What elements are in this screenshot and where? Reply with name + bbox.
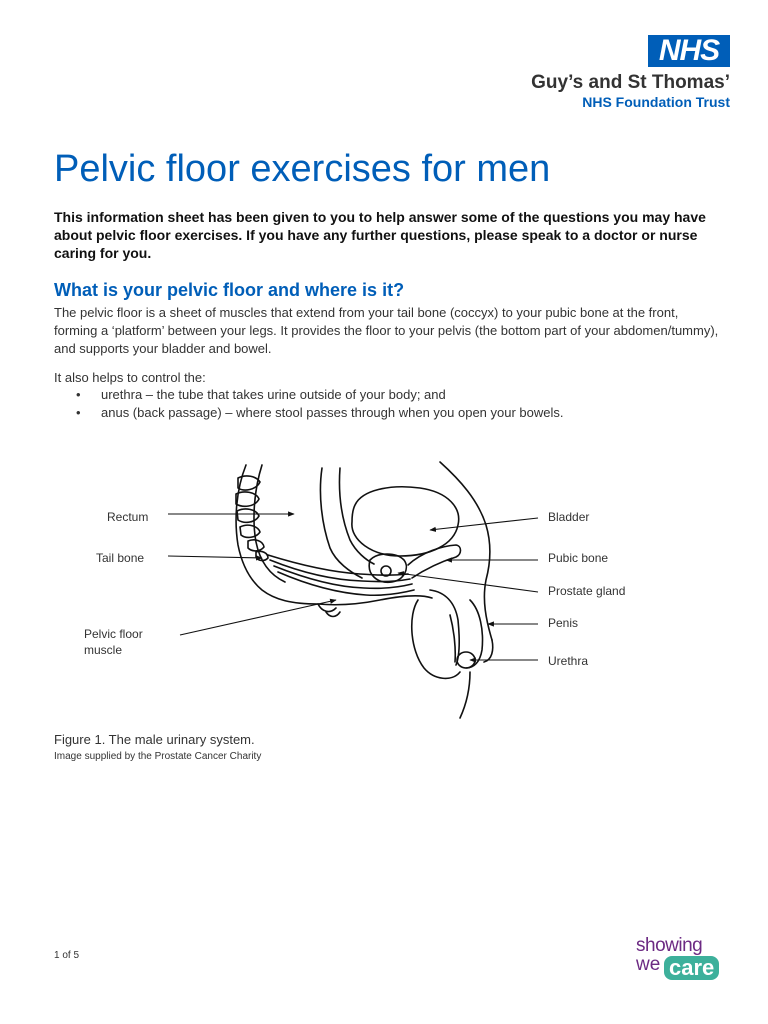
showing-we-care-logo xyxy=(630,935,730,985)
brand-we: we xyxy=(636,954,661,975)
intro-text: This information sheet has been given to you to help answer some of the questions you may have about pelvic floor exercises. If you have any further questions, please speak to a doctor or nurse caring for you. xyxy=(54,209,706,261)
list-item: • urethra – the tube that takes urine outside of your body; and xyxy=(54,386,564,404)
label-tail-bone: Tail bone xyxy=(96,551,145,565)
label-bladder: Bladder xyxy=(548,510,590,524)
male-urinary-system-diagram xyxy=(0,455,768,735)
trust-subtitle: NHS Foundation Trust xyxy=(582,94,730,110)
label-pelvic-floor-line1: Pelvic floor xyxy=(84,627,143,641)
trust-name: Guy’s and St Thomas’ xyxy=(531,72,730,93)
label-urethra: Urethra xyxy=(548,654,589,668)
figure-credit: Image supplied by the Prostate Cancer Charity xyxy=(54,751,262,762)
section-paragraph-2: It also helps to control the: xyxy=(54,370,206,385)
brand-care: care xyxy=(664,956,719,980)
label-prostate-gland: Prostate gland xyxy=(548,584,626,598)
bullet-list xyxy=(54,386,564,422)
figure-caption: Figure 1. The male urinary system. xyxy=(54,732,255,747)
page-number: 1 of 5 xyxy=(54,950,80,961)
section-heading: What is your pelvic floor and where is it? xyxy=(54,280,405,300)
page-title: Pelvic floor exercises for men xyxy=(54,148,551,190)
label-penis: Penis xyxy=(548,616,579,630)
label-rectum: Rectum xyxy=(107,510,149,524)
brand-showing: showing xyxy=(636,935,703,956)
nhs-logo: NHS xyxy=(648,35,730,67)
section-paragraph-1: The pelvic floor is a sheet of muscles that extend from your tail bone (coccyx) to your pubic bone at the front, forming a ‘platform’ between your legs. It provides the floor to your pelvis (the bottom part of your abdomen/tummy), and supports your bladder and bowel. xyxy=(54,305,719,356)
list-item: • anus (back passage) – where stool passes through when you open your bowels. xyxy=(54,404,564,422)
label-pelvic-floor-line2: muscle xyxy=(84,643,123,657)
label-pubic-bone: Pubic bone xyxy=(548,551,609,565)
